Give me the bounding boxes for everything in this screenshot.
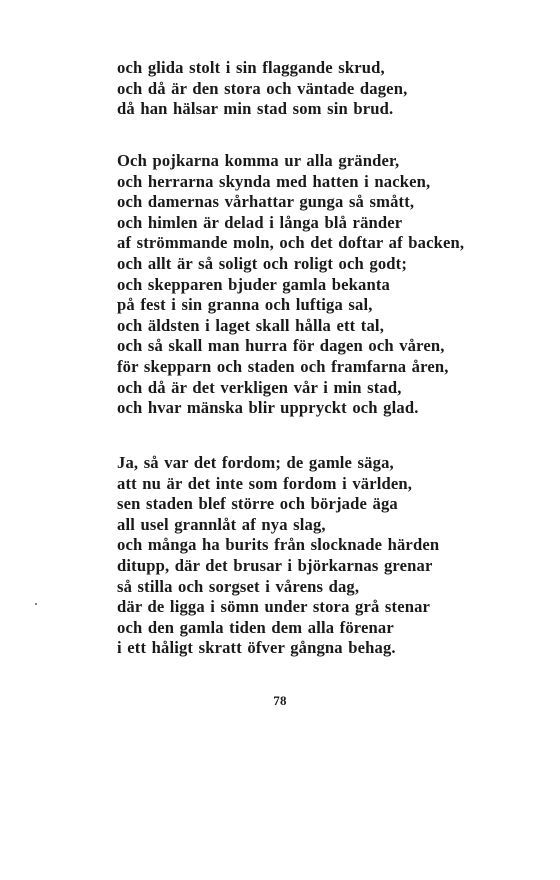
verse-line: och himlen är delad i långa blå ränder	[117, 212, 403, 232]
stanza	[117, 58, 537, 120]
verse-line: för skepparn och staden och framfarna åren,	[117, 356, 449, 376]
verse-line: och damernas vårhattar gunga så smått,	[117, 192, 415, 212]
verse-line: och glida stolt i sin flaggande skrud,	[117, 58, 385, 77]
verse-line: sen staden blef större och började äga	[117, 494, 398, 514]
stanza	[117, 453, 537, 659]
verse-line: all usel grannlåt af nya slag,	[117, 514, 326, 534]
verse-line: och många ha burits från slocknade härden	[117, 535, 440, 555]
verse-line: i ett håligt skratt öfver gångna behag.	[117, 638, 396, 658]
verse-line: och hvar mänska blir uppryckt och glad.	[117, 398, 419, 418]
verse-line: där de ligga i sömn under stora grå stenar	[117, 597, 431, 617]
verse-line: och skepparen bjuder gamla bekanta	[117, 274, 390, 294]
verse-line: och den gamla tiden dem alla förenar	[117, 617, 394, 637]
verse-line: Ja, så var det fordom; de gamle säga,	[117, 453, 394, 472]
verse-line: och så skall man hurra för dagen och våren,	[117, 336, 445, 356]
stanza	[117, 151, 537, 419]
verse-line: på fest i sin granna och luftiga sal,	[117, 295, 373, 315]
verse-line: och då är den stora och väntade dagen,	[117, 78, 408, 98]
verse-line: så stilla och sorgset i vårens dag,	[117, 576, 360, 596]
verse-line: och äldsten i laget skall hålla ett tal,	[117, 315, 384, 335]
verse-line: att nu är det inte som fordom i världen,	[117, 473, 413, 493]
verse-line: och då är det verkligen vår i min stad,	[117, 377, 402, 397]
verse-line: och herrarna skynda med hatten i nacken,	[117, 171, 431, 191]
verse-line: då han hälsar min stad som sin brud.	[117, 99, 394, 119]
print-speck	[35, 603, 37, 605]
page-number: 78	[273, 693, 287, 708]
verse-line: ditupp, där det brusar i björkarnas grenar	[117, 555, 433, 575]
verse-line: af strömmande moln, och det doftar af backen,	[117, 233, 465, 253]
verse-line: och allt är så soligt och roligt och godt;	[117, 253, 407, 273]
verse-line: Och pojkarna komma ur alla gränder,	[117, 151, 400, 170]
